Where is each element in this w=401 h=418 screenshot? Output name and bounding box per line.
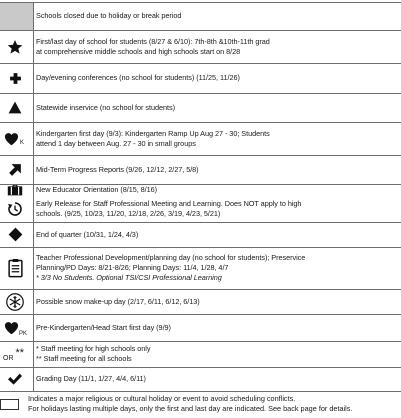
legend-row-professional-development <box>0 247 401 289</box>
clipboard-icon <box>8 258 23 278</box>
legend-row-snow-makeup <box>0 289 401 314</box>
divider <box>0 391 401 392</box>
divider <box>0 314 401 315</box>
legend-text: Planning/PD Days: 8/21-8/26; Planning Days: 11/4, 1/28, 4/7 <box>36 263 229 272</box>
grey-swatch <box>0 2 33 30</box>
divider <box>0 93 401 94</box>
divider <box>0 222 401 223</box>
briefcase-icon <box>7 184 23 196</box>
legend-row-end-of-quarter <box>0 222 401 247</box>
legend-row-kindergarten <box>0 122 401 155</box>
legend-row-new-educator <box>0 184 401 196</box>
legend-text: Pre-Kindergarten/Head Start first day (9/9) <box>36 322 171 332</box>
footnote-text: For holidays lasting multiple days, only the first and last day are indicated. See back page for details. <box>28 404 353 413</box>
clock-arrow-icon <box>7 201 23 217</box>
star-icon <box>7 39 23 55</box>
legend-row-first-last-day <box>0 30 401 63</box>
legend-text: Teacher Professional Development/planning day (no school for students); Preservice <box>36 253 306 262</box>
legend-text: ** Staff meeting for all schools <box>36 354 132 363</box>
legend-row-pre-kindergarten <box>0 314 401 341</box>
legend-row-early-release <box>0 196 401 222</box>
divider <box>0 2 401 3</box>
legend-note: * 3/3 No Students. Optional TSI/CSI Professional Learning <box>36 273 222 282</box>
diamond-icon <box>8 227 23 242</box>
legend-text: Grading Day (11/1, 1/27, 4/4, 6/11) <box>36 374 146 383</box>
snowflake-icon <box>6 293 24 311</box>
outline-box-icon <box>0 399 19 410</box>
legend-row-progress-reports <box>0 155 401 184</box>
divider <box>0 63 401 64</box>
legend-row-conferences <box>0 63 401 93</box>
plus-icon <box>9 72 22 85</box>
pre-kindergarten-label: PK <box>19 330 28 337</box>
column-divider <box>33 2 34 391</box>
legend-text: Kindergarten first day (9/3): Kindergarten Ramp Up Aug 27 - 30; Students <box>36 128 270 138</box>
heart-icon <box>4 132 19 146</box>
legend-text: attend 1 day between Aug. 27 - 30 in small groups <box>36 138 196 148</box>
asterisk-icon: ** <box>15 347 25 359</box>
legend-text: Possible snow make-up day (2/17, 6/11, 6/12, 6/13) <box>36 296 200 306</box>
heart-icon <box>4 321 19 335</box>
legend-row-holiday <box>0 2 401 30</box>
divider <box>0 30 401 31</box>
footnote <box>28 394 399 414</box>
legend-row-staff-meeting <box>0 341 401 367</box>
footnote-text: Indicates a major religious or cultural holiday or event to avoid scheduling conflicts. <box>28 394 296 403</box>
legend-text: Day/evening conferences (no school for students) (11/25, 11/26) <box>36 73 240 82</box>
legend-text: schools. (9/25, 10/23, 11/20, 12/18, 2/26, 3/19, 4/23, 5/21) <box>36 209 221 218</box>
divider <box>0 367 401 368</box>
legend-text: New Educator Orientation (8/15, 8/16) <box>36 185 158 194</box>
divider <box>0 184 401 185</box>
legend-text: at comprehensive middle schools and high schools start on 8/28 <box>36 46 241 56</box>
divider <box>0 289 401 290</box>
checkmark-icon <box>7 372 23 386</box>
triangle-icon <box>8 101 22 114</box>
arrow-up-right-icon <box>8 163 22 177</box>
legend-text: End of quarter (10/31, 1/24, 4/3) <box>36 229 139 239</box>
legend-row-inservice <box>0 93 401 122</box>
divider <box>0 341 401 342</box>
or-label: OR <box>3 354 14 362</box>
legend-row-grading-day <box>0 367 401 391</box>
divider <box>0 155 401 156</box>
legend-text: First/last day of school for students (8/27 & 6/10): 7th-8th &10th-11th grad <box>36 36 270 46</box>
legend-text: Mid-Term Progress Reports (9/26, 12/12, 2/27, 5/8) <box>36 164 199 174</box>
legend-text: * Staff meeting for high schools only <box>36 344 151 353</box>
legend-text: Early Release for Staff Professional Meeting and Learning. Does NOT apply to high <box>36 199 302 208</box>
kindergarten-label: K <box>20 140 25 146</box>
legend-text: Schools closed due to holiday or break period <box>36 11 182 20</box>
divider <box>0 247 401 248</box>
divider <box>0 122 401 123</box>
legend-text: Statewide inservice (no school for students) <box>36 102 175 112</box>
